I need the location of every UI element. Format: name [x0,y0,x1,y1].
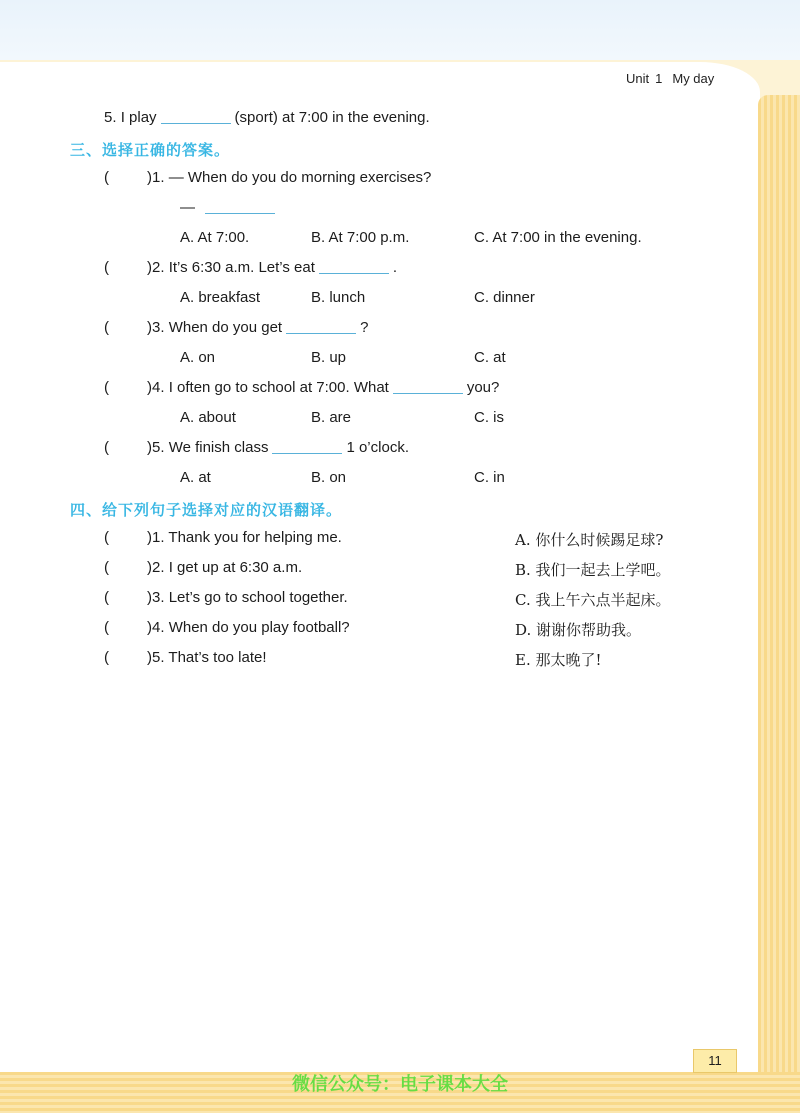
question-text: When do you get [168,319,283,336]
question-text: — When do you do morning exercises? [168,169,432,186]
page-number: 11 [693,1049,737,1073]
sentence-text: I get up at 6:30 a.m. [168,559,303,576]
option-a: A. at [180,469,211,486]
answer-paren[interactable]: ( [104,619,109,636]
book-edge-right [758,95,800,1085]
question-text: 1 o’clock. [346,439,409,456]
option-a: A. breakfast [180,289,261,306]
s4-item-1 [147,529,342,546]
answer-paren[interactable]: ( [104,589,109,606]
question-number: )3. [147,319,165,336]
translation-option: B. 我们一起去上学吧。 [515,561,671,579]
sentence-text: That’s too late! [168,649,267,666]
question-number: )1. [147,169,165,186]
option-a: A. about [180,409,236,426]
answer-blank[interactable] [161,109,231,124]
answer-paren[interactable]: ( [104,649,109,666]
question-number: )2. [147,559,165,576]
translation-option: D. 谢谢你帮助我。 [515,621,642,639]
answer-paren[interactable]: ( [104,559,109,576]
option-a: A. At 7:00. [180,229,250,246]
answer-blank[interactable] [205,199,275,214]
option-c: C. at [474,349,506,366]
question-text: . [392,259,398,276]
question-text: We finish class [168,439,269,456]
s4-item-5 [147,649,267,666]
s3-question-3 [147,319,368,336]
header-unit-number: 1 [655,71,663,86]
sentence-text: Let’s go to school together. [168,589,348,606]
question-number: )1. [147,529,165,546]
translation-option: C. 我上午六点半起床。 [515,591,671,609]
answer-paren[interactable]: ( [104,319,109,336]
footer-watermark: 微信公众号：电子课本大全 [292,1074,508,1094]
section-4-title: 四、给下列句子选择对应的汉语翻译。 [70,502,343,519]
translation-option: E. 那太晚了! [515,651,602,669]
question-number: )5. [147,649,165,666]
running-header [626,71,714,86]
dialogue-dash: — [180,199,195,216]
option-b: B. are [311,409,352,426]
question-text: (sport) at 7:00 in the evening. [234,109,430,126]
s3-question-4 [147,379,499,396]
option-c: C. in [474,469,505,486]
answer-paren[interactable]: ( [104,169,109,186]
header-unit-title: My day [672,71,715,86]
question-text: you? [466,379,500,396]
sentence-text: Thank you for helping me. [168,529,342,546]
translation-option: A. 你什么时候踢足球? [515,531,664,549]
option-b: B. on [311,469,347,486]
s3-question-2 [147,259,397,276]
question-number: )4. [147,379,165,396]
question-number: )3. [147,589,165,606]
answer-paren[interactable]: ( [104,379,109,396]
answer-blank[interactable] [272,439,342,454]
question-text: I play [120,109,157,126]
question-text: I often go to school at 7:00. What [168,379,389,396]
question-text: ? [360,319,369,336]
option-b: B. At 7:00 p.m. [311,229,410,246]
option-a: A. on [180,349,216,366]
question-number: )2. [147,259,165,276]
sentence-text: When do you play football? [168,619,350,636]
s3-question-1 [147,169,431,186]
option-b: B. up [311,349,347,366]
s4-item-3 [147,589,348,606]
option-b: B. lunch [311,289,366,306]
question-number: 5. [104,109,117,126]
question-text: It’s 6:30 a.m. Let’s eat [168,259,315,276]
answer-blank[interactable] [393,379,463,394]
s4-item-4 [147,619,350,636]
answer-paren[interactable]: ( [104,259,109,276]
answer-blank[interactable] [319,259,389,274]
s3-question-1-answer-line [180,199,279,216]
question-number: )4. [147,619,165,636]
option-c: C. dinner [474,289,535,306]
s4-item-2 [147,559,302,576]
answer-paren[interactable]: ( [104,529,109,546]
answer-paren[interactable]: ( [104,439,109,456]
prev-question-5 [104,109,430,126]
answer-blank[interactable] [286,319,356,334]
section-3-title: 三、选择正确的答案。 [70,142,231,159]
header-unit-label: Unit [626,71,650,86]
question-number: )5. [147,439,165,456]
option-c: C. is [474,409,504,426]
option-c: C. At 7:00 in the evening. [474,229,642,246]
s3-question-5 [147,439,409,456]
